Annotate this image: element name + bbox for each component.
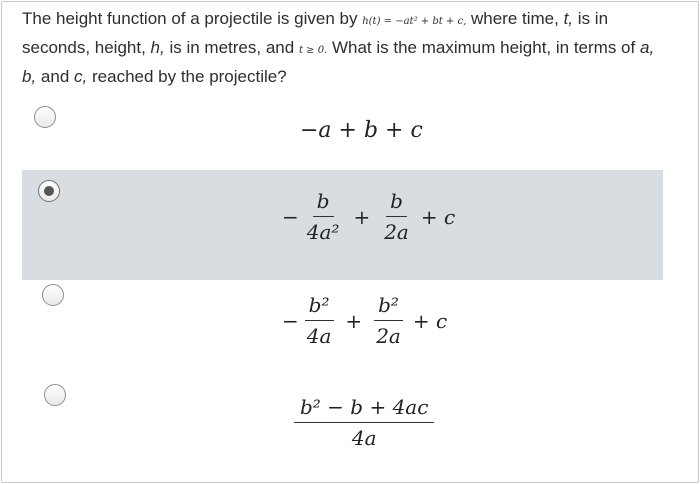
- time-condition: t ≥ 0.: [298, 45, 328, 56]
- option-1-radio[interactable]: [34, 106, 56, 128]
- height-function-formula: h(t) = −at² + bt + c,: [362, 16, 467, 27]
- option-3-radio[interactable]: [42, 284, 64, 306]
- option-2-expression: − $\frac{b}{\text{4a²}}$ + $\frac{b}{2a}$ + c: [282, 189, 456, 244]
- option-4-expression: $\frac{\text{b² − b + 4ac}}{4a}$: [290, 396, 438, 449]
- option-1-expression: −a + b + c: [300, 118, 423, 143]
- option-2-radio[interactable]: [38, 180, 60, 202]
- option-4-radio[interactable]: [44, 384, 66, 406]
- question-text: The height function of a projectile is given by h(t) = −at² + bt + c, where time, t, is in seconds, height, h, is in metres, and t ≥ 0. What is the maximum height, in terms of a, b, and c, reached by the projectile?: [22, 9, 655, 86]
- option-3-expression: − $\frac{\text{b²}}{4a}$ + $\frac{\text{b²}}{2a}$ + c: [282, 293, 448, 348]
